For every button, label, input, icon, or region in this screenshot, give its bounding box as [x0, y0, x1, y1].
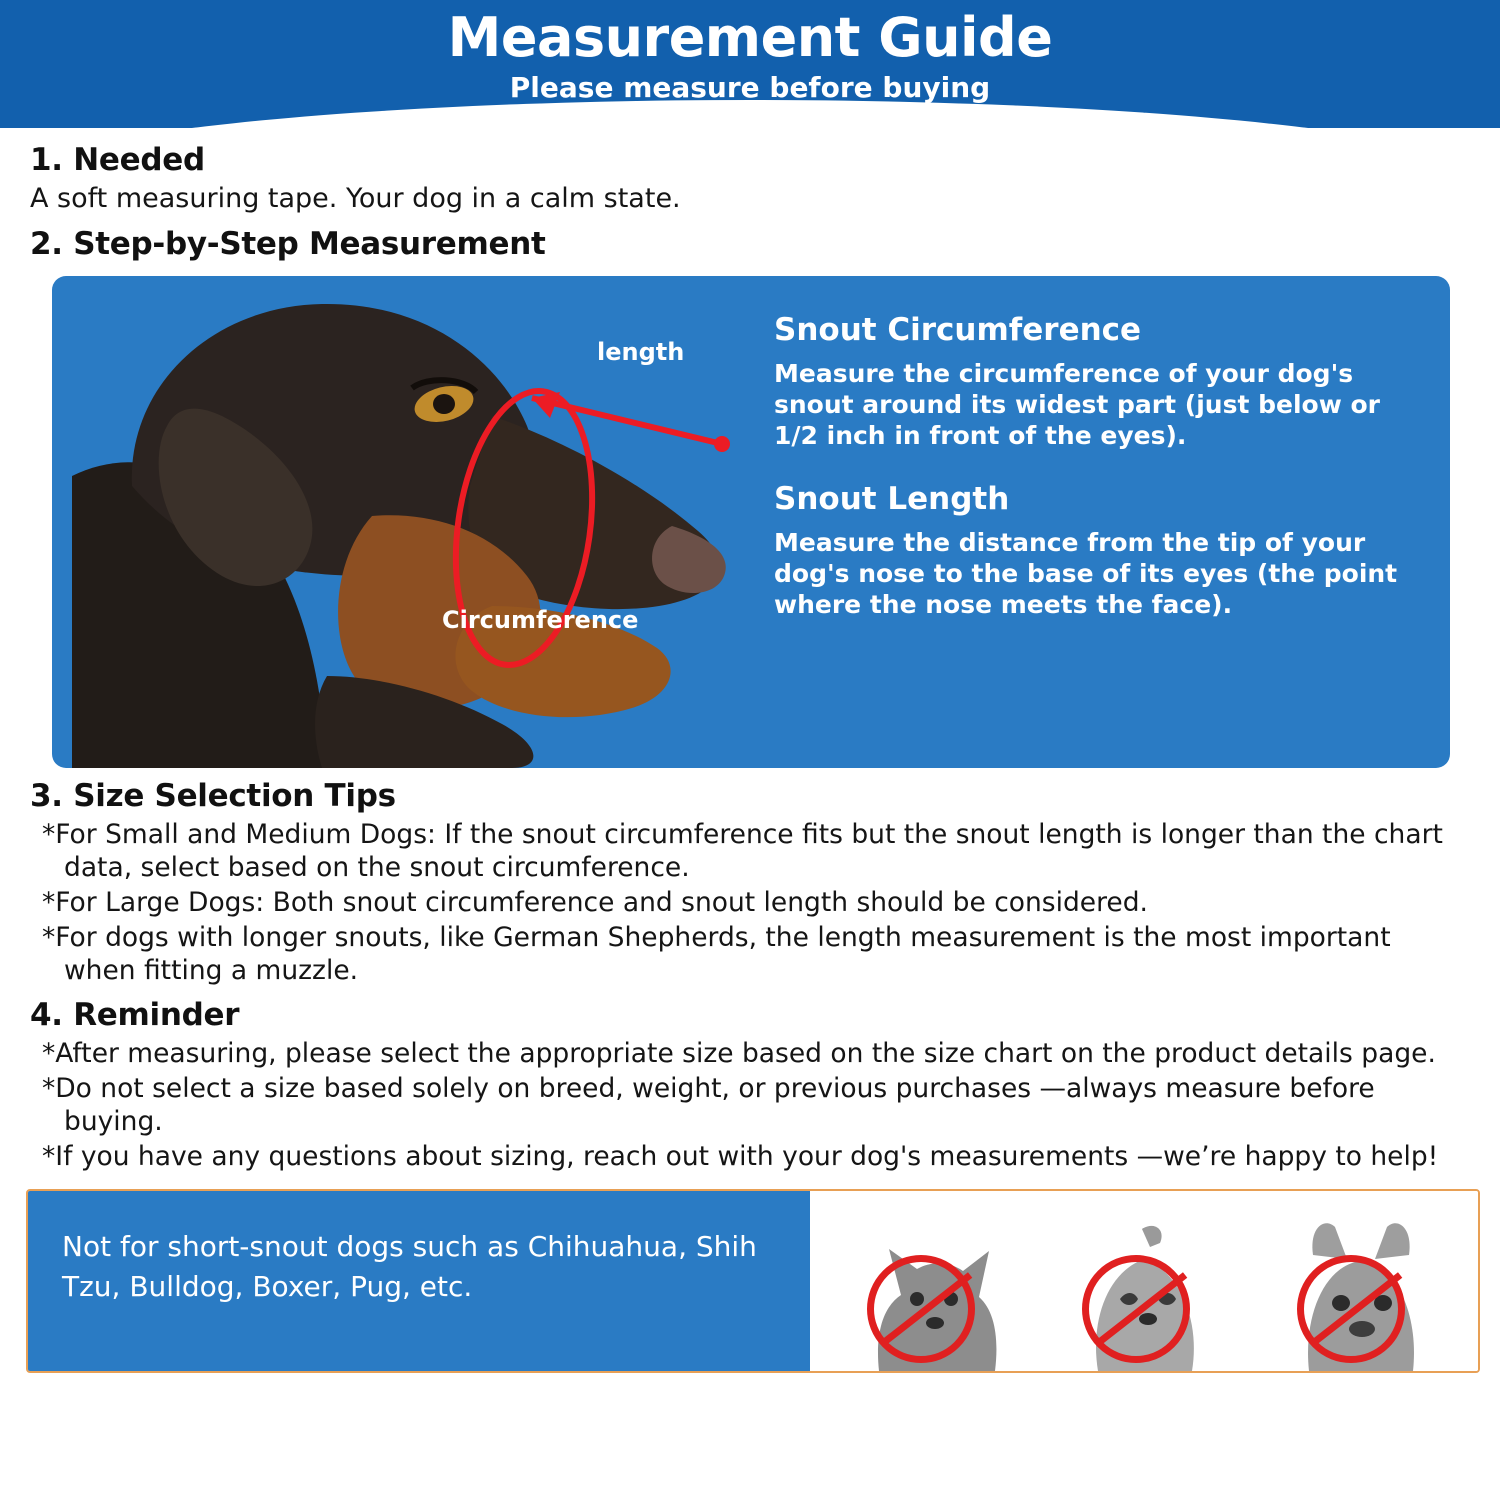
length-label: length	[597, 338, 685, 366]
dog-measurement-illustration	[52, 276, 752, 768]
size-tips-list	[30, 818, 1470, 987]
needed-body-text: A soft measuring tape. Your dog in a calm state.	[30, 183, 681, 214]
measurement-descriptions	[752, 276, 1450, 768]
section-heading-reminder: 4. Reminder	[30, 997, 240, 1033]
snout-circumference-heading: Snout Circumference	[774, 312, 1142, 348]
warning-text: Not for short-snout dogs such as Chihuahua, Shih Tzu, Bulldog, Boxer, Pug, etc.	[28, 1191, 810, 1371]
section-heading-needed: 1. Needed	[30, 142, 205, 178]
snout-length-heading: Snout Length	[774, 481, 1010, 517]
circumference-label: Circumference	[442, 606, 639, 634]
page-title: Measurement Guide	[447, 6, 1053, 69]
no-entry-icon	[1082, 1255, 1190, 1363]
reminder-list	[30, 1037, 1470, 1173]
measurement-panel	[52, 276, 1450, 768]
guide-content	[0, 128, 1500, 1173]
no-entry-icon	[1297, 1255, 1405, 1363]
short-snout-warning	[26, 1189, 1480, 1373]
list-item: *Do not select a size based solely on breed, weight, or previous purchases —always measure before buying.	[42, 1073, 1375, 1137]
page-subtitle: Please measure before buying	[509, 71, 991, 104]
snout-length-body: Measure the distance from the tip of your dog's nose to the base of its eyes (the point where the nose meets the face).	[774, 528, 1398, 619]
no-entry-icon	[867, 1255, 975, 1363]
warning-breed-photos	[810, 1191, 1478, 1371]
list-item: *After measuring, please select the appropriate size based on the size chart on the product details page.	[42, 1038, 1436, 1069]
list-item: *For dogs with longer snouts, like German Shepherds, the length measurement is the most important when fitting a muzzle.	[42, 922, 1391, 986]
list-item: *For Small and Medium Dogs: If the snout circumference fits but the snout length is longer than the chart data, select based on the snout circumference.	[42, 819, 1443, 883]
section-heading-size-tips: 3. Size Selection Tips	[30, 778, 396, 814]
list-item: *For Large Dogs: Both snout circumference and snout length should be considered.	[42, 887, 1148, 918]
shih-tzu-photo	[1054, 1203, 1234, 1371]
french-bulldog-photo	[1269, 1203, 1449, 1371]
chihuahua-photo	[839, 1203, 1019, 1371]
section-heading-step-by-step: 2. Step-by-Step Measurement	[30, 226, 546, 262]
snout-circumference-body: Measure the circumference of your dog's snout around its widest part (just below or 1/2 inch in front of the eyes).	[774, 359, 1381, 450]
page-header	[0, 0, 1500, 128]
list-item: *If you have any questions about sizing, reach out with your dog's measurements —we’re happy to help!	[42, 1141, 1439, 1172]
